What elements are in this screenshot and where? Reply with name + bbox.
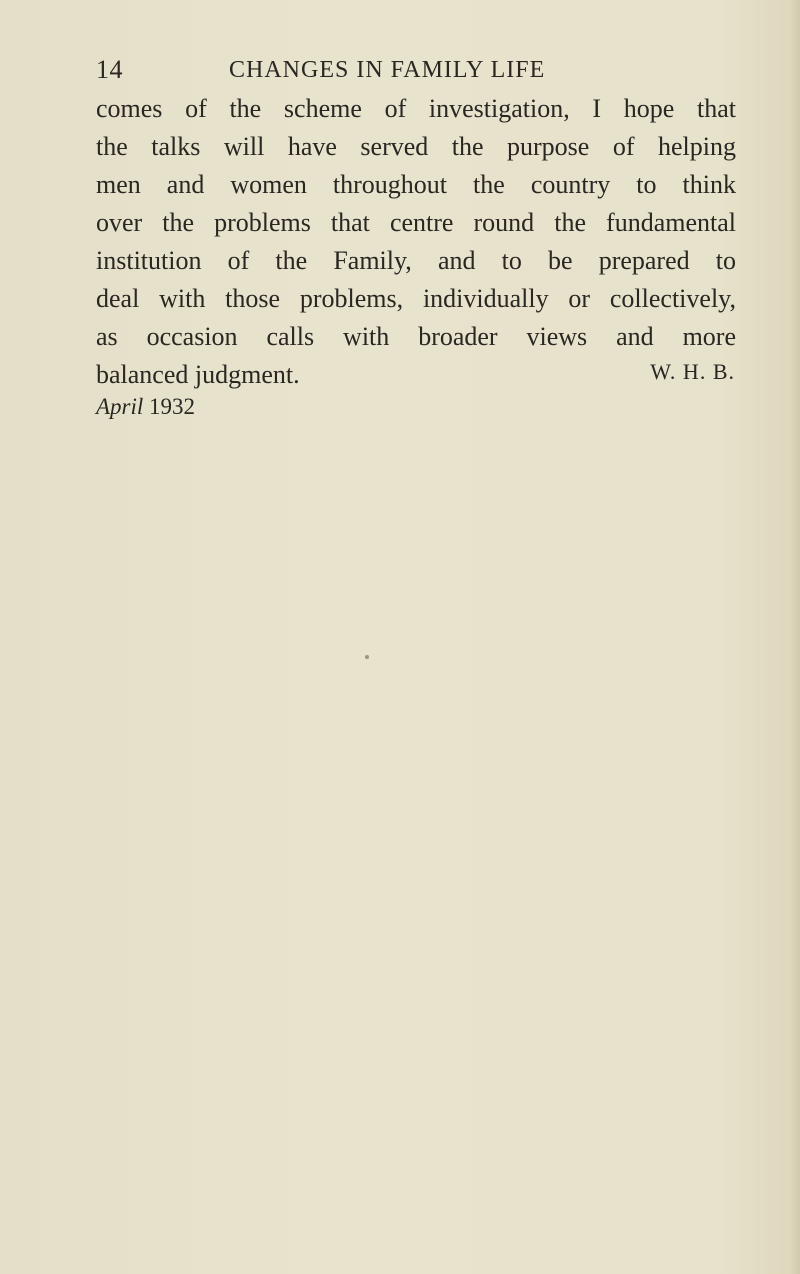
body-line: as occasion calls with broader views and more [96, 322, 736, 351]
body-line: comes of the scheme of investigation, I hope that [96, 94, 736, 123]
body-line: the talks will have served the purpose of helping [96, 132, 736, 161]
dateline-year: 1932 [149, 394, 196, 419]
page-number: 14 [96, 55, 123, 84]
body-line: men and women throughout the country to think [96, 170, 736, 199]
author-initials: W. H. B. [650, 359, 735, 384]
body-line: deal with those problems, individually or collectively, [96, 284, 736, 313]
page-edge-shadow [790, 0, 800, 1274]
dateline [96, 387, 195, 427]
body-line: balanced judgment. [96, 360, 300, 389]
running-title: CHANGES IN FAMILY LIFE [229, 57, 546, 83]
body-line: over the problems that centre round the fundamental [96, 208, 736, 237]
body-paragraph [96, 90, 736, 394]
paper-speck [365, 655, 369, 659]
dateline-month: April [96, 394, 144, 419]
running-head [96, 50, 736, 90]
body-line: institution of the Family, and to be prepared to [96, 246, 736, 275]
